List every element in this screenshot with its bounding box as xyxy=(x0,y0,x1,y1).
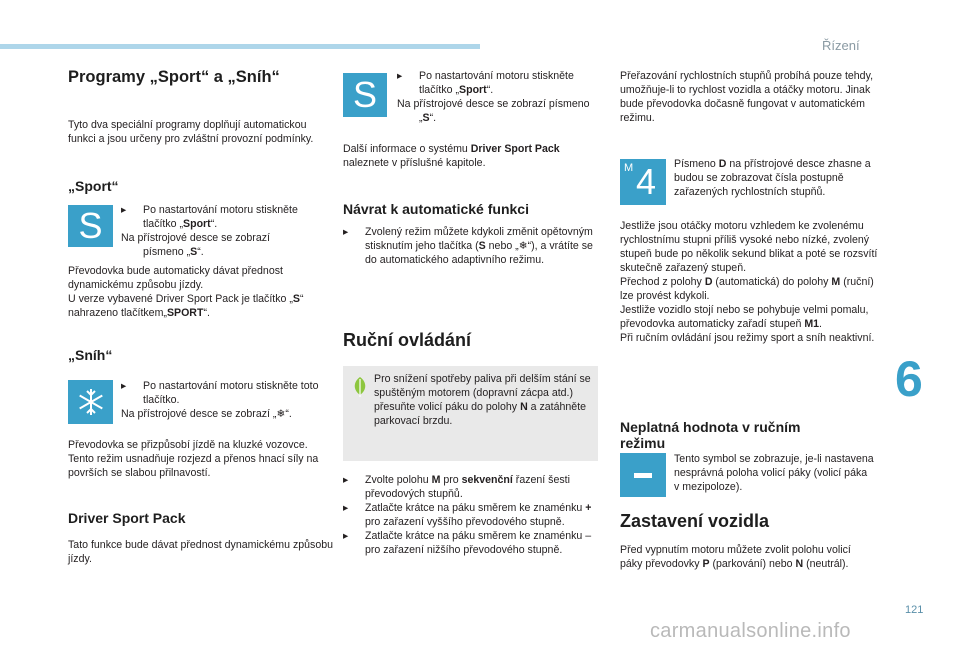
shift-text: Přeřazování rychlostních stupňů probíhá pouze tehdy, umožňuje-li to rychlost vozidla a otáčky motoru. Jinak bude převodovka dočasně fungovat v automatickém režimu. xyxy=(620,70,874,124)
snow-heading: „Sníh“ xyxy=(68,347,113,363)
fuel-note-text: Pro snížení spotřeby paliva při delším stání se spuštěným motorem (dopravní zácpa atd.) přesuňte volicí páku do polohy N a zatáhněte parkovací brzdu. xyxy=(374,373,591,427)
watermark: carmanualsonline.info xyxy=(650,620,851,642)
dash-icon xyxy=(620,453,666,497)
page-number: 121 xyxy=(905,604,924,616)
manual-heading: Ruční ovládání xyxy=(343,330,472,350)
sport-heading: „Sport“ xyxy=(68,178,119,194)
sport-button-icon: S xyxy=(68,205,113,247)
more-info-text: Další informace o systému Driver Sport Pack naleznete v příslušné kapitole. xyxy=(343,143,560,169)
sport-steps-2: ▸ Po nastartování motoru stiskněte tlačítko „Sport“. Na přístrojové desce se zobrazí písmeno „S“. xyxy=(397,70,590,124)
header-bar xyxy=(0,44,480,49)
invalid-heading: Neplatná hodnota v ručním režimu xyxy=(620,419,801,451)
gear-display-text: Písmeno D na přístrojové desce zhasne a budou se zobrazovat čísla postupně zařazených rychlostních stupňů. xyxy=(674,158,871,198)
snow-steps: ▸ Po nastartování motoru stiskněte toto tlačítko. Na přístrojové desce se zobrazí „❄“. xyxy=(121,380,319,420)
manual-details: Jestliže jsou otáčky motoru vzhledem ke zvolenému rychlostnímu stupni příliš vysoké nebo nízké, zvolený stupeň bude po několik sekund blikat a poté se rozsvítí skutečně zařazený stupeň. Přechod z polohy D (automatická) do polohy M (ruční) lze provést kdykoli. Jestliže vozidlo stojí nebo se pohybuje velmi pomalu, převodovka automaticky zařadí stupeň M1. Při ručním ovládání jsou režimy sport a sníh neaktivní. xyxy=(620,220,878,344)
gear-m4-icon: M 4 xyxy=(620,159,666,205)
fuel-note-box xyxy=(343,366,598,461)
leaf-icon xyxy=(351,376,369,398)
page-title: Programy „Sport“ a „Sníh“ xyxy=(68,68,280,86)
manual-steps: ▸ Zvolte polohu M pro sekvenční řazení šesti převodových stupňů. ▸ Zatlačte krátce na páku směrem ke znaménku + pro zařazení vyššího převodového stupně. ▸ Zatlačte krátce na páku směrem ke znaménku – pro zařazení nižšího převodového stupně. xyxy=(343,474,592,556)
driver-sport-text: Tato funkce bude dávat přednost dynamickému způsobu jízdy. xyxy=(68,539,334,565)
intro-text: Tyto dva speciální programy doplňují automatickou funkci a jsou určeny pro zvláštní provozní podmínky. xyxy=(68,119,314,145)
snowflake-icon xyxy=(68,380,113,424)
chapter-number: 6 xyxy=(895,351,923,407)
driver-sport-heading: Driver Sport Pack xyxy=(68,510,186,526)
stop-heading: Zastavení vozidla xyxy=(620,511,770,531)
stop-text: Před vypnutím motoru můžete zvolit polohu volicí páky převodovky P (parkování) nebo N (neutrál). xyxy=(620,544,851,570)
invalid-text: Tento symbol se zobrazuje, je-li nastavena nesprávná poloha volicí páky (volicí páka v mezipoloze). xyxy=(674,453,874,493)
return-heading: Návrat k automatické funkci xyxy=(343,201,529,217)
section-label: Řízení xyxy=(822,38,860,53)
snow-text: Převodovka se přizpůsobí jízdě na kluzké vozovce. Tento režim usnadňuje rozjezd a přenos hnací síly na površích se slabou přilnavostí. xyxy=(68,439,319,479)
sport-button-icon: S xyxy=(343,73,387,117)
sport-text: Převodovka bude automaticky dávat přednost dynamickému způsobu jízdy. U verze vybavené Driver Sport Pack je tlačítko „S“ nahrazeno tlačítkem„SPORT“. xyxy=(68,265,304,319)
sport-steps: ▸ Po nastartování motoru stiskněte tlačítko „Sport“. Na přístrojové desce se zobrazí písmeno „S“. xyxy=(121,204,298,258)
return-text: ▸ Zvolený režim můžete kdykoli změnit opětovným stisknutím jeho tlačítka (S nebo „❄“), a vrátíte se do automatického adaptivního režimu. xyxy=(343,226,593,266)
